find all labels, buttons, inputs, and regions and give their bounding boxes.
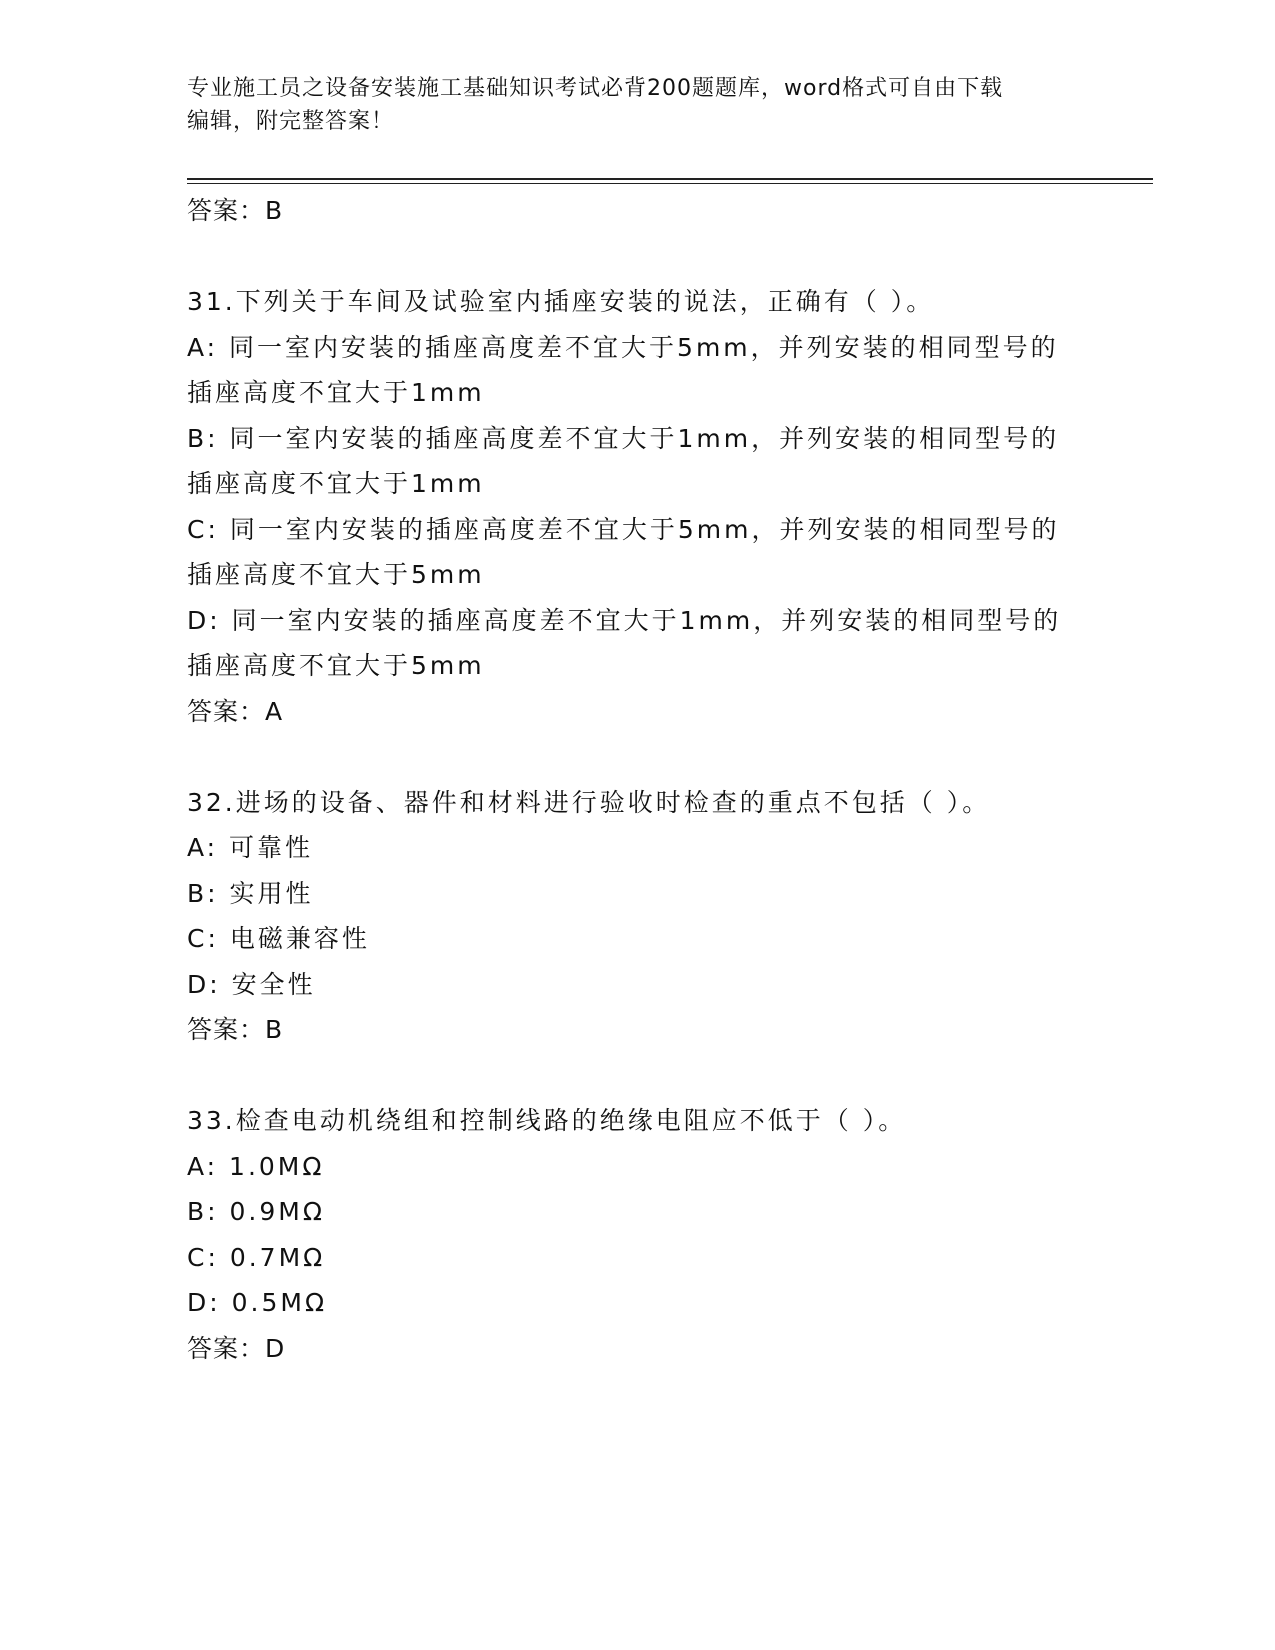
answer-value: D (265, 1333, 288, 1363)
document-header (187, 72, 1067, 138)
answer-label: 答案： (187, 1015, 266, 1044)
spacer (187, 734, 1087, 780)
answer-label: 答案： (187, 696, 266, 726)
answer-label: 答案： (187, 1333, 266, 1363)
question-33 (187, 1098, 1087, 1371)
option-d-line-1: D: 同一室内安装的插座高度差不宜大于1mm，并列安装的相同型号的 (187, 605, 1062, 635)
option-d: D: 安全性 (187, 969, 316, 999)
question-32 (187, 780, 1087, 1053)
answer-line (187, 1007, 1087, 1053)
question-31 (187, 279, 1087, 734)
option-b-line-1: B: 同一室内安装的插座高度差不宜大于1mm，并列安装的相同型号的 (187, 423, 1060, 453)
option-a: A: 可靠性 (187, 833, 314, 862)
option-a-line-1: A: 同一室内安装的插座高度差不宜大于5mm，并列安装的相同型号的 (187, 332, 1059, 362)
option-a-line-2: 插座高度不宜大于1mm (187, 378, 485, 407)
header-line-2: 编辑，附完整答案！ (187, 109, 395, 134)
spacer (187, 1053, 1087, 1099)
header-divider-thin (187, 183, 1153, 184)
question-stem: 33.检查电动机绕组和控制线路的绝缘电阻应不低于（ ）。 (187, 1106, 907, 1135)
option-b: B: 0.9MΩ (187, 1197, 325, 1226)
option-c: C: 0.7MΩ (187, 1242, 326, 1272)
spacer (187, 234, 1087, 280)
option-c-line-1: C: 同一室内安装的插座高度差不宜大于5mm，并列安装的相同型号的 (187, 514, 1060, 544)
header-line-1: 专业施工员之设备安装施工基础知识考试必背200题题库，word格式可自由下载 (187, 76, 1004, 101)
option-b-line-2: 插座高度不宜大于1mm (187, 469, 485, 498)
option-c-line-2: 插座高度不宜大于5mm (187, 560, 485, 589)
document-body (187, 188, 1087, 1371)
option-b: B: 实用性 (187, 878, 314, 908)
answer-label: 答案： (187, 196, 266, 225)
header-divider-thick (187, 178, 1153, 180)
answer-line (187, 689, 1087, 735)
option-c: C: 电磁兼容性 (187, 924, 370, 953)
option-d: D: 0.5MΩ (187, 1288, 328, 1317)
answer-value: B (265, 1015, 286, 1044)
option-a: A: 1.0MΩ (187, 1151, 325, 1181)
answer-value: A (265, 696, 286, 726)
answer-line (187, 1326, 1087, 1372)
answer-line (187, 188, 1087, 234)
question-stem: 32.进场的设备、器件和材料进行验收时检查的重点不包括（ ）。 (187, 787, 991, 817)
question-stem: 31.下列关于车间及试验室内插座安装的说法，正确有（ ）。 (187, 287, 935, 316)
option-d-line-2: 插座高度不宜大于5mm (187, 651, 485, 680)
answer-value: B (265, 196, 286, 225)
